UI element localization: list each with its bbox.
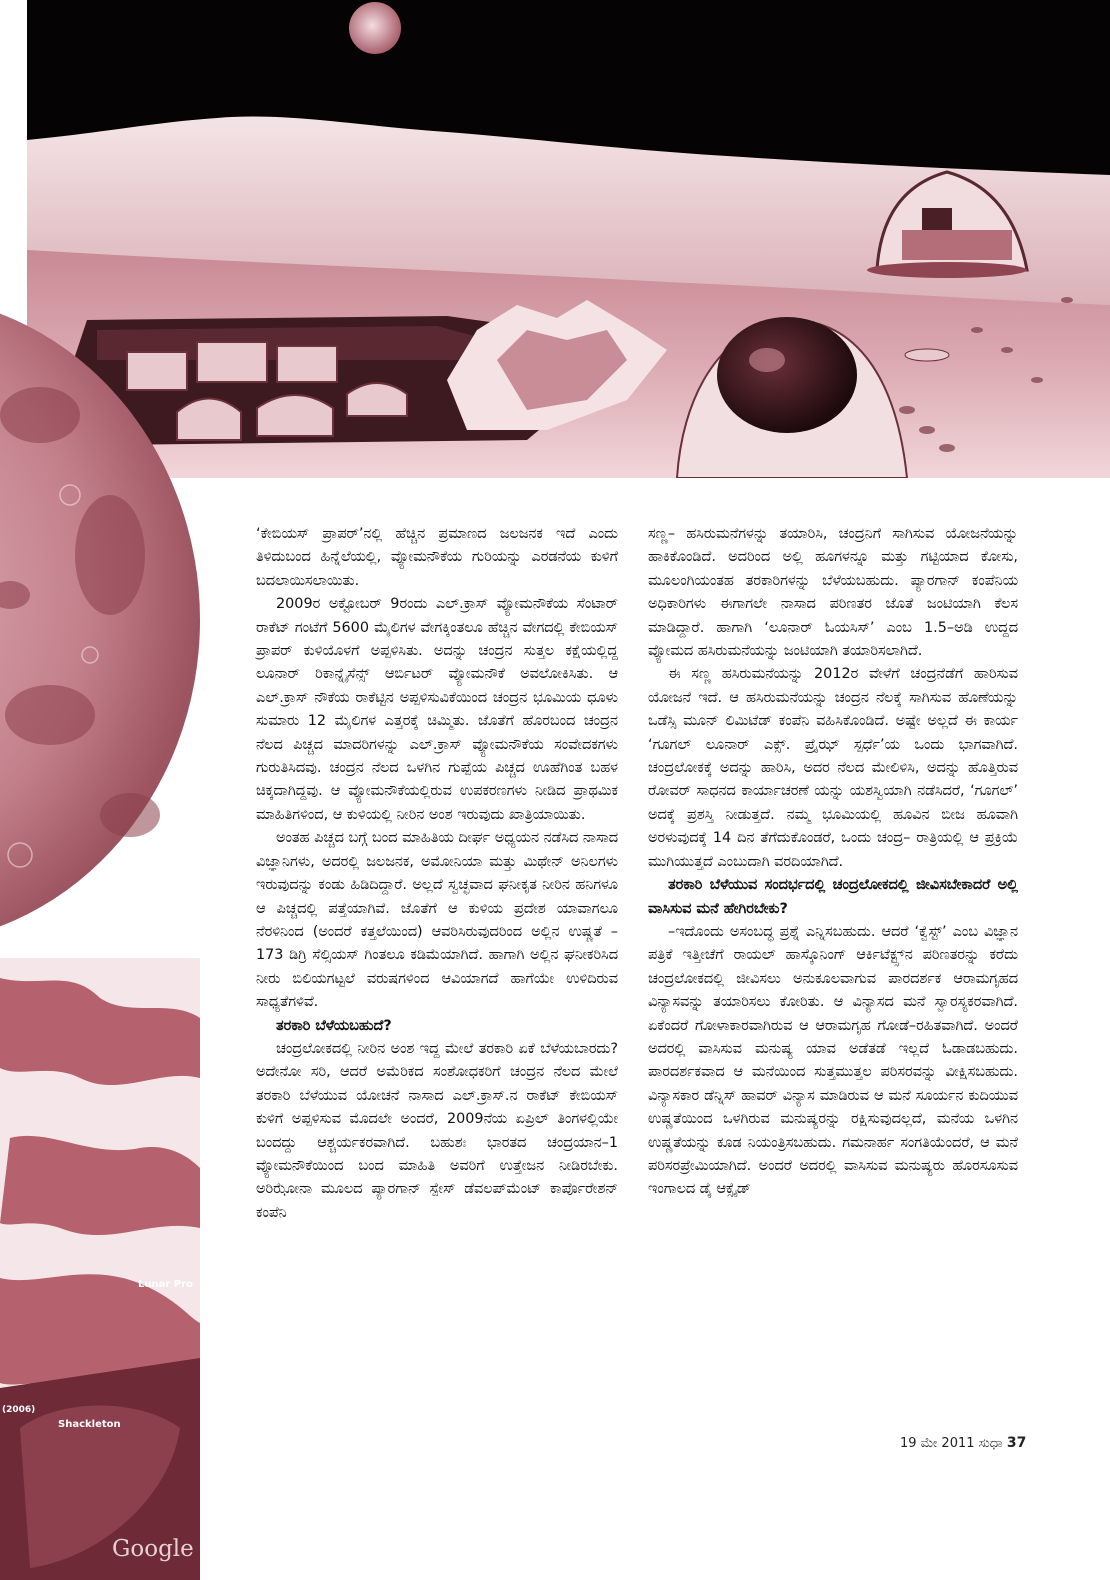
page-number: 37 [1006,1435,1027,1451]
paragraph: 2009ರ ಅಕ್ಟೋಬರ್ 9ರಂದು ಎಲ್.ಕ್ರಾಸ್ ವ್ಯೋಮನೌಕೆಯ ಸೆಂಟಾರ್ ರಾಕೆಟ್ ಗಂಟೆಗೆ 5600 ಮೈಲಿಗಳ ವೇಗಕ್ಕಿಂತಲೂ ಹೆಚ್ಚಿನ ವೇಗದಲ್ಲಿ ಕೇಬಿಯಸ್ ಪ್ರಾಪರ್ ಕುಳಿಯೊಳಗೆ ಅಪ್ಪಳಿಸಿತು. ಅದನ್ನು ಚಂದ್ರನ ಸುತ್ತಲ ಕಕ್ಷೆಯಲ್ಲಿದ್ದ ಲೂನಾರ್ ರಿಕಾನ್ನೈಸೆನ್ಸ್ ಆರ್ಬಿಟರ್ ವ್ಯೋಮನೌಕೆ ಅವಲೋಕಿಸಿತು. ಆ ಎಲ್.ಕ್ರಾಸ್ ನೌಕೆಯ ರಾಕೆಟ್ಟಿನ ಅಪ್ಪಳಿಸುವಿಕೆಯಿಂದ ಚಂದ್ರನ ಭೂಮಿಯ ಧೂಳು ಸುಮಾರು 12 ಮೈಲಿಗಳ ಎತ್ತರಕ್ಕೆ ಚಿಮ್ಮಿತು. ಜೊತೆಗೆ ಹೊರಬಂದ ಚಂದ್ರನ ನೆಲದ ಪಿಚ್ಚದ ಮಾದರಿಗಳನ್ನು ಎಲ್.ಕ್ರಾಸ್ ವ್ಯೋಮನೌಕೆಯ ಸಂವೇದಕಗಳು ಗುರುತಿಸಿದವು. ಚಂದ್ರನ ನೆಲದ ಒಳಗಿನ ಗುಪ್ಪೆಯ ಪಿಚ್ಚದ ಊಹೆಗಿಂತ ಬಹಳ ಚಿಕ್ಕದಾಗಿದ್ದವು. ಆ ವ್ಯೋಮನೌಕೆಯಲ್ಲಿರುವ ಉಪಕರಣಗಳು ನೀಡಿದ ಪ್ರಾಥಮಿಕ ಮಾಹಿತಿಗಳಿಂದ, ಆ ಕುಳಿಯಲ್ಲಿ ನೀರಿನ ಅಂಶ ಇರುವುದು ಖಾತ್ರಿಯಾಯಿತು. [256,596,618,823]
article-column-left [256,523,618,1225]
lunar-map-image [0,958,200,1580]
paragraph: ‘ಕೇಬಿಯಸ್ ಪ್ರಾಪರ್’ನಲ್ಲಿ ಹೆಚ್ಚಿನ ಪ್ರಮಾಣದ ಜಲಜನಕ ಇದೆ ಎಂದು ತಿಳಿದುಬಂದ ಹಿನ್ನೆಲೆಯಲ್ಲಿ, ವ್ಯೋಮನೌಕೆಯ ಗುರಿಯನ್ನು ಎರಡನೆಯ ಕುಳಿಗೆ ಬದಲಾಯಿಸಲಾಯಿತು. [256,526,618,589]
paragraph: –ಇದೊಂದು ಅಸಂಬದ್ಧ ಪ್ರಶ್ನೆ ಎನ್ನಿಸಬಹುದು. ಆದರೆ ‘ಕ್ವೆಸ್ಟ್’ ಎಂಬ ವಿಜ್ಞಾನ ಪತ್ರಿಕೆ ಇತ್ತೀಚೆಗೆ ರಾಯಲ್ ಹಾಸ್ಕೊನಿಂಗ್ ಆರ್ಕಿಟೆಕ್ಟ್ಸ್‌ನ ಪರಿಣತರನ್ನು ಕರೆದು ಚಂದ್ರಲೋಕದಲ್ಲಿ ಜೀವಿಸಲು ಅನುಕೂಲವಾಗುವ ಪಾರದರ್ಶಕ ಆರಾಮಗೃಹದ ವಿನ್ಯಾಸವನ್ನು ತಯಾರಿಸಲು ಕೋರಿತು. ಆ ವಿನ್ಯಾಸದ ಮನೆ ಸ್ವಾರಸ್ಯಕರವಾಗಿದೆ. ಏಕೆಂದರೆ ಗೋಳಾಕಾರವಾಗಿರುವ ಆ ಆರಾಮಗೃಹ ಗೋಡೆ–ರಹಿತವಾಗಿದೆ. ಅಂದರೆ ಅದರಲ್ಲಿ ವಾಸಿಸುವ ಮನುಷ್ಯ ಯಾವ ಅಡೆತಡೆ ಇಲ್ಲದೆ ಓಡಾಡಬಹುದು. ಪಾರದರ್ಶಕವಾದ ಆ ಮನೆಯಿಂದ ಸುತ್ತಮುತ್ತಲ ಪರಿಸರವನ್ನು ವೀಕ್ಷಿಸಬಹುದು. ವಿನ್ಯಾಸಕಾರ ಡೆನ್ನಿಸ್ ಹಾವರ್ ವಿನ್ಯಾಸ ಮಾಡಿರುವ ಆ ಮನೆ ಸೂರ್ಯನ ಕುದಿಯುವ ಉಷ್ಣತೆಯಿಂದ ಒಳಗಿರುವ ಮನುಷ್ಯರನ್ನು ರಕ್ಷಿಸುವುದಲ್ಲದೆ, ಮನೆಯ ಒಳಗಿನ ಉಷ್ಣತೆಯನ್ನು ಕೂಡ ನಿಯಂತ್ರಿಸಬಹುದು. ಗಮನಾರ್ಹ ಸಂಗತಿಯೆಂದರೆ, ಆ ಮನೆ ಪರಿಸರಪ್ರೇಮಿಯಾಗಿದೆ. ಅಂದರೆ ಅದರಲ್ಲಿ ವಾಸಿಸುವ ಮನುಷ್ಯರು ಹೊರಸೂಸುವ ಇಂಗಾಲದ ಡೈ ಆಕ್ಸೈಡ್ [648,923,1018,1198]
paragraph: ಅಂತಹ ಪಿಚ್ಚದ ಬಗ್ಗೆ ಬಂದ ಮಾಹಿತಿಯ ದೀರ್ಘ ಅಧ್ಯಯನ ನಡೆಸಿದ ನಾಸಾದ ವಿಜ್ಞಾನಿಗಳು, ಅದರಲ್ಲಿ ಜಲಜನಕ, ಅಮೋನಿಯಾ ಮತ್ತು ಮಿಥೇನ್ ಅನಿಲಗಳು ಇರುವುದನ್ನು ಕಂಡು ಹಿಡಿದಿದ್ದಾರೆ. ಅಲ್ಲದೆ ಸ್ವಚ್ಛವಾದ ಘನೀಕೃತ ನೀರಿನ ಹನಿಗಳೂ ಆ ಪಿಚ್ಚದಲ್ಲಿ ಪತ್ತೆಯಾಗಿವೆ. ಜೊತೆಗೆ ಆ ಕುಳಿಯ ಪ್ರದೇಶ ಯಾವಾಗಲೂ ನೆರಳಿನಿಂದ (ಅಂದರೆ ಕತ್ತಲೆಯಿಂದ) ಆವರಿಸಿರುವುದರಿಂದ ಅಲ್ಲಿನ ಉಷ್ಣತೆ –173 ಡಿಗ್ರಿ ಸೆಲ್ಸಿಯಸ್ ಗಿಂತಲೂ ಕಡಿಮೆಯಾಗಿದೆ. ಹಾಗಾಗಿ ಅಲ್ಲಿನ ಘನೀಕರಿಸಿದ ನೀರು ಬಿಲಿಯಗಟ್ಟಲೆ ವರುಷಗಳಿಂದ ಆವಿಯಾಗದೆ ಹಾಗೆಯೇ ಉಳಿದಿರುವ ಸಾಧ್ಯತೆಗಳಿವೆ. [256,830,618,1011]
paragraph: ಈ ಸಣ್ಣ ಹಸಿರುಮನೆಯನ್ನು 2012ರ ವೇಳೆಗೆ ಚಂದ್ರನೆಡೆಗೆ ಹಾರಿಸುವ ಯೋಜನೆ ಇದೆ. ಆ ಹಸಿರುಮನೆಯನ್ನು ಚಂದ್ರನ ನೆಲಕ್ಕೆ ಸಾಗಿಸುವ ಹೊಣೆಯನ್ನು ಒಡೆಸ್ಸಿ ಮೂನ್ ಲಿಮಿಟೆಡ್ ಕಂಪೆನಿ ವಹಿಸಿಕೊಂಡಿದೆ. ಅಷ್ಟೇ ಅಲ್ಲದೆ ಈ ಕಾರ್ಯ ‘ಗೂಗಲ್ ಲೂನಾರ್ ಎಕ್ಸ್. ಪ್ರೈಝ್ ಸ್ಪರ್ಧೆ’ಯ ಒಂದು ಭಾಗವಾಗಿದೆ. ಚಂದ್ರಲೋಕಕ್ಕೆ ಅದನ್ನು ಹಾರಿಸಿ, ಅದರ ನೆಲದ ಮೇಲಿಳಿಸಿ, ಅದನ್ನು ಹೊತ್ತಿರುವ ರೋವರ್ ಸಾಧನದ ಕಾರ್ಯಾಚರಣೆ ಯನ್ನು ಯಶಸ್ವಿಯಾಗಿ ನಡೆಸಿದರೆ, ‘ಗೂಗಲ್’ ಅದಕ್ಕೆ ಪ್ರಶಸ್ತಿ ನೀಡುತ್ತದೆ. ನಮ್ಮ ಭೂಮಿಯಲ್ಲಿ ಹೂವಿನ ಬೀಜ ಹೂವಾಗಿ ಅರಳುವುದಕ್ಕೆ 14 ದಿನ ತೆಗೆದುಕೊಂಡರೆ, ಒಂದು ಚಂದ್ರ– ರಾತ್ರಿಯಲ್ಲಿ ಆ ಪ್ರಕ್ರಿಯೆ ಮುಗಿಯುತ್ತದೆ ಎಂಬುದಾಗಿ ವರದಿಯಾಗಿದೆ. [648,666,1018,870]
map-label-lunar-pro: Lunar Pro [138,1279,193,1290]
map-label-shackleton: Shackleton [58,1419,121,1430]
map-label-year: (2006) [2,1405,36,1415]
section-heading: ತರಕಾರಿ ಬೆಳೆಯಬಹುದೆ? [276,1017,392,1034]
page-folio [900,1435,1026,1451]
paragraph: ಚಂದ್ರಲೋಕದಲ್ಲಿ ನೀರಿನ ಅಂಶ ಇದ್ದ ಮೇಲೆ ತರಕಾರಿ ಏಕೆ ಬೆಳೆಯಬಾರದು? ಅದೇನೋ ಸರಿ, ಆದರೆ ಅಮೆರಿಕದ ಸಂಶೋಧಕರಿಗೆ ಚಂದ್ರನ ನೆಲದ ಮೇಲೆ ತರಕಾರಿ ಬೆಳೆಯುವ ಯೋಚನೆ ನಾಸಾದ ಎಲ್.ಕ್ರಾಸ್.ನ ರಾಕೆಟ್ ಕೇಬಿಯಸ್ ಕುಳಿಗೆ ಅಪ್ಪಳಿಸುವ ಮೊದಲೇ ಅಂದರೆ, 2009ನೆಯ ಏಪ್ರಿಲ್ ತಿಂಗಳಲ್ಲಿಯೇ ಬಂದದ್ದು ಆಶ್ಚರ್ಯಕರವಾಗಿದೆ. ಬಹುಶಃ ಭಾರತದ ಚಂದ್ರಯಾನ–1 ವ್ಯೋಮನೌಕೆಯಿಂದ ಬಂದ ಮಾಹಿತಿ ಅವರಿಗೆ ಉತ್ತೇಜನ ನೀಡಿರಬೇಕು. ಅರಿಝೋನಾ ಮೂಲದ ಪ್ಯಾರಗಾನ್ ಸ್ಪೇಸ್ ಡೆವಲಪ್‌ಮೆಂಟ್ ಕಾರ್ಪೊರೇಶನ್ ಕಂಪೆನಿ [256,1040,618,1221]
paragraph: ಸಣ್ಣ– ಹಸಿರುಮನೆಗಳನ್ನು ತಯಾರಿಸಿ, ಚಂದ್ರನಿಗೆ ಸಾಗಿಸುವ ಯೋಜನೆಯನ್ನು ಹಾಕಿಕೊಂಡಿದೆ. ಅದರಿಂದ ಅಲ್ಲಿ ಹೂಗಳನ್ನೂ ಮತ್ತು ಗಟ್ಟಿಯಾದ ಕೋಸು, ಮೂಲಂಗಿಯಂತಹ ತರಕಾರಿಗಳನ್ನು ಬೆಳೆಯಬಹುದು. ಪ್ಯಾರಗಾನ್ ಕಂಪೆನಿಯ ಅಧಿಕಾರಿಗಳು ಈಗಾಗಲೇ ನಾಸಾದ ಪರಿಣತರ ಜೊತೆ ಜಂಟಿಯಾಗಿ ಕೆಲಸ ಮಾಡಿದ್ದಾರೆ. ಹಾಗಾಗಿ ‘ಲೂನಾರ್ ಓಯಸಿಸ್’ ಎಂಬ 1.5–ಅಡಿ ಉದ್ದದ ವ್ಯೋಮದ ಹಸಿರುಮನೆಯನ್ನು ಜಂಟಿಯಾಗಿ ತಯಾರಿಸಲಾಗಿದೆ. [648,526,1018,660]
magazine-name: ಸುಧಾ [978,1436,1003,1451]
moon-image [0,295,200,945]
article-column-right [648,523,1018,1202]
section-heading: ತರಕಾರಿ ಬೆಳೆಯುವ ಸಂದರ್ಭದಲ್ಲಿ ಚಂದ್ರಲೋಕದಲ್ಲಿ ಜೀವಿಸಬೇಕಾದರೆ ಅಲ್ಲಿ ವಾಸಿಸುವ ಮನೆ ಹೇಗಿರಬೇಕು? [648,877,1018,917]
map-watermark: Google [112,1536,194,1562]
issue-date: 19 ಮೇ 2011 [900,1436,975,1451]
